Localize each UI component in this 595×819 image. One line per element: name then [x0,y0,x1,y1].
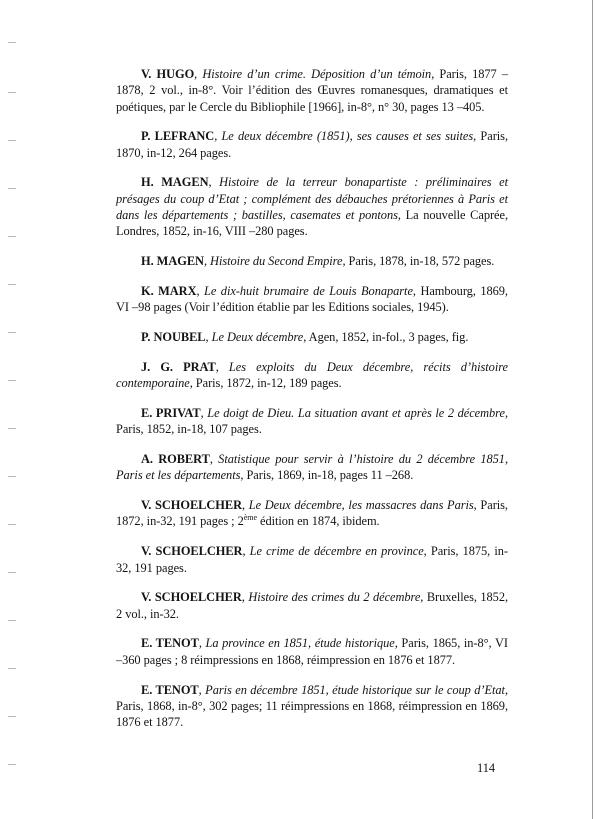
bibliography-entry: P. NOUBEL, Le Deux décembre, Agen, 1852, in-fol., 3 pages, fig. [141,330,469,345]
entry-title: Histoire des crimes du 2 décembre [248,590,421,605]
entry-details: , La nouvelle Caprée, Londres, 1852, in-16, VIII –280 pages. [116,208,509,239]
margin-mark [8,284,16,285]
entry-title: Paris en décembre 1851, étude historique sur le coup d’Etat [205,682,505,697]
bibliography-entry: K. MARX, Le dix-huit brumaire de Louis Bonaparte, Hambourg, 1869, VI –98 pages (Voir l’édition établie par les Editions sociales, 1945). [116,283,508,315]
entry-details: , Paris, 1872, in-12, 189 pages. [189,376,342,391]
entry-title: Histoire d’un crime. Déposition d’un témoin [202,67,432,81]
bibliography-entry: P. LEFRANC, Le deux décembre (1851), ses causes et ses suites, Paris, 1870, in-12, 264 pages. [116,129,508,160]
entry-details: , Agen, 1852, in-fol., 3 pages, fig. [303,330,469,345]
margin-mark [8,476,16,477]
bibliography-entry: E. TENOT, La province en 1851, étude historique, Paris, 1865, in-8°, VI –360 pages ; 8 réimpressions en 1868, réimpression en 1876 et 1877. [116,636,508,667]
margin-mark [8,524,16,525]
entry-title: Le crime de décembre en province [249,544,424,559]
entry-title: Histoire de la terreur bonapartiste : préliminaires et présages du coup d’Etat ; complément des débauches prétoriennes à Paris et dans les départements ; bastilles, casemates et pontons [116,175,508,223]
bibliography-entry: V. HUGO, Histoire d’un crime. Déposition d’un témoin, Paris, 1877 – 1878, 2 vol., in-8°. Voir l’édition des Œuvres romanesques, dramatiques et poétiques, par le Cercle du Bibliophile [1966], in-8°, n° 30, pages 13 –405. [116,67,508,114]
margin-mark [8,188,16,189]
entry-details: , Paris, 1870, in-12, 264 pages. [116,129,508,160]
page-number: 114 [477,761,496,775]
entry-title: Les exploits du Deux décembre, récits d’histoire contemporaine [116,359,508,391]
entry-title: Le Deux décembre, les massacres dans Paris [248,498,474,513]
margin-mark [8,428,16,429]
entry-author: E. TENOT [141,682,199,697]
margin-mark [8,668,16,669]
bibliography-entry: H. MAGEN, Histoire du Second Empire, Paris, 1878, in-18, 572 pages. [141,254,495,269]
margin-mark [8,380,16,381]
entry-author: K. MARX [141,283,197,298]
entry-details: , Paris, 1869, in-18, pages 11 –268. [240,468,414,483]
entry-details: , Paris, 1868, in-8°, 302 pages; 11 réimpressions en 1868, réimpression en 1869, 1876 et 1877. [116,682,508,730]
entry-details: , Paris, 1875, in-32, 191 pages. [116,544,508,575]
entry-title: Le Deux décembre [211,330,304,345]
bibliography-entry: A. ROBERT, Statistique pour servir à l’histoire du 2 décembre 1851, Paris et les départements, Paris, 1869, in-18, pages 11 –268. [116,452,508,483]
margin-scan-marks [8,0,18,819]
entry-details: , Paris, 1878, in-18, 572 pages. [342,254,495,269]
entry-details: , Paris, 1877 – 1878, 2 vol., in-8°. Voir l’édition des Œuvres romanesques, dramatiques et poétiques, par le Cercle du Bibliophile [1966], in-8°, n° 30, pages 13 –405. [116,67,508,114]
entry-author: V. SCHOELCHER [141,544,243,559]
entry-title: Le doigt de Dieu. La situation avant et après le 2 décembre [207,405,505,420]
margin-mark [8,42,16,43]
scan-edge-line [592,0,593,819]
bibliography-entry: V. SCHOELCHER, Le Deux décembre, les massacres dans Paris, Paris, 1872, in-32, 191 pages ; 2ème édition en 1874, ibidem. [116,498,508,529]
entry-author: V. HUGO [141,67,195,81]
margin-mark [8,764,16,765]
bibliography-entry: V. SCHOELCHER, Histoire des crimes du 2 décembre, Bruxelles, 1852, 2 vol., in-32. [116,590,509,621]
entry-details: , Paris, 1852, in-18, 107 pages. [116,405,508,437]
bibliography-entry: E. PRIVAT, Le doigt de Dieu. La situation avant et après le 2 décembre, Paris, 1852, in-18, 107 pages. [116,405,508,437]
margin-mark [8,140,16,141]
entry-details: , Bruxelles, 1852, 2 vol., in-32. [116,590,509,621]
entry-author: P. NOUBEL [141,330,206,345]
entry-author: V. SCHOELCHER [141,498,242,513]
entry-author: E. PRIVAT [141,405,201,420]
entry-details-continued: édition en 1874, ibidem. [256,514,380,529]
margin-mark [8,92,16,93]
bibliography-entry: V. SCHOELCHER, Le crime de décembre en province, Paris, 1875, in-32, 191 pages. [116,544,508,575]
entry-title: Le deux décembre (1851), ses causes et ses suites [221,129,474,144]
margin-mark [8,572,16,573]
entry-author: V. SCHOELCHER [141,590,242,605]
bibliography-list [116,66,508,744]
entry-author: J. G. PRAT [141,359,216,374]
entry-author: A. ROBERT [141,452,210,467]
bibliography-entry: E. TENOT, Paris en décembre 1851, étude historique sur le coup d’Etat, Paris, 1868, in-8°, 302 pages; 11 réimpressions en 1868, réimpression en 1869, 1876 et 1877. [116,682,508,730]
entry-details: , Paris, 1865, in-8°, VI –360 pages ; 8 réimpressions en 1868, réimpression en 1876 et 1877. [116,636,508,667]
entry-author: H. MAGEN [141,175,209,190]
margin-mark [8,620,16,621]
bibliography-entry: J. G. PRAT, Les exploits du Deux décembre, récits d’histoire contemporaine, Paris, 1872, in-12, 189 pages. [116,359,508,391]
margin-mark [8,716,16,717]
entry-author: P. LEFRANC [141,129,215,144]
entry-author: H. MAGEN [141,254,204,269]
entry-details: , Hambourg, 1869, VI –98 pages (Voir l’édition établie par les Editions sociales, 1945). [116,283,508,315]
entry-details: , Paris, 1872, in-32, 191 pages ; 2 [116,498,508,529]
entry-title: Statistique pour servir à l’histoire du 2 décembre 1851, Paris et les départements [116,452,508,483]
edition-superscript: ème [243,513,257,523]
entry-title: Le dix-huit brumaire de Louis Bonaparte [204,283,413,298]
entry-title: La province en 1851, étude historique [205,636,395,651]
bibliography-entry: H. MAGEN, Histoire de la terreur bonapartiste : préliminaires et présages du coup d’Etat ; complément des débauches prétoriennes à Paris et dans les départements ; bastilles, casemates et pontons, La nouvelle Caprée, Londres, 1852, in-16, VIII –280 pages. [116,175,509,239]
entry-author: E. TENOT [141,636,199,651]
margin-mark [8,332,16,333]
margin-mark [8,236,16,237]
entry-title: Histoire du Second Empire [210,254,343,269]
